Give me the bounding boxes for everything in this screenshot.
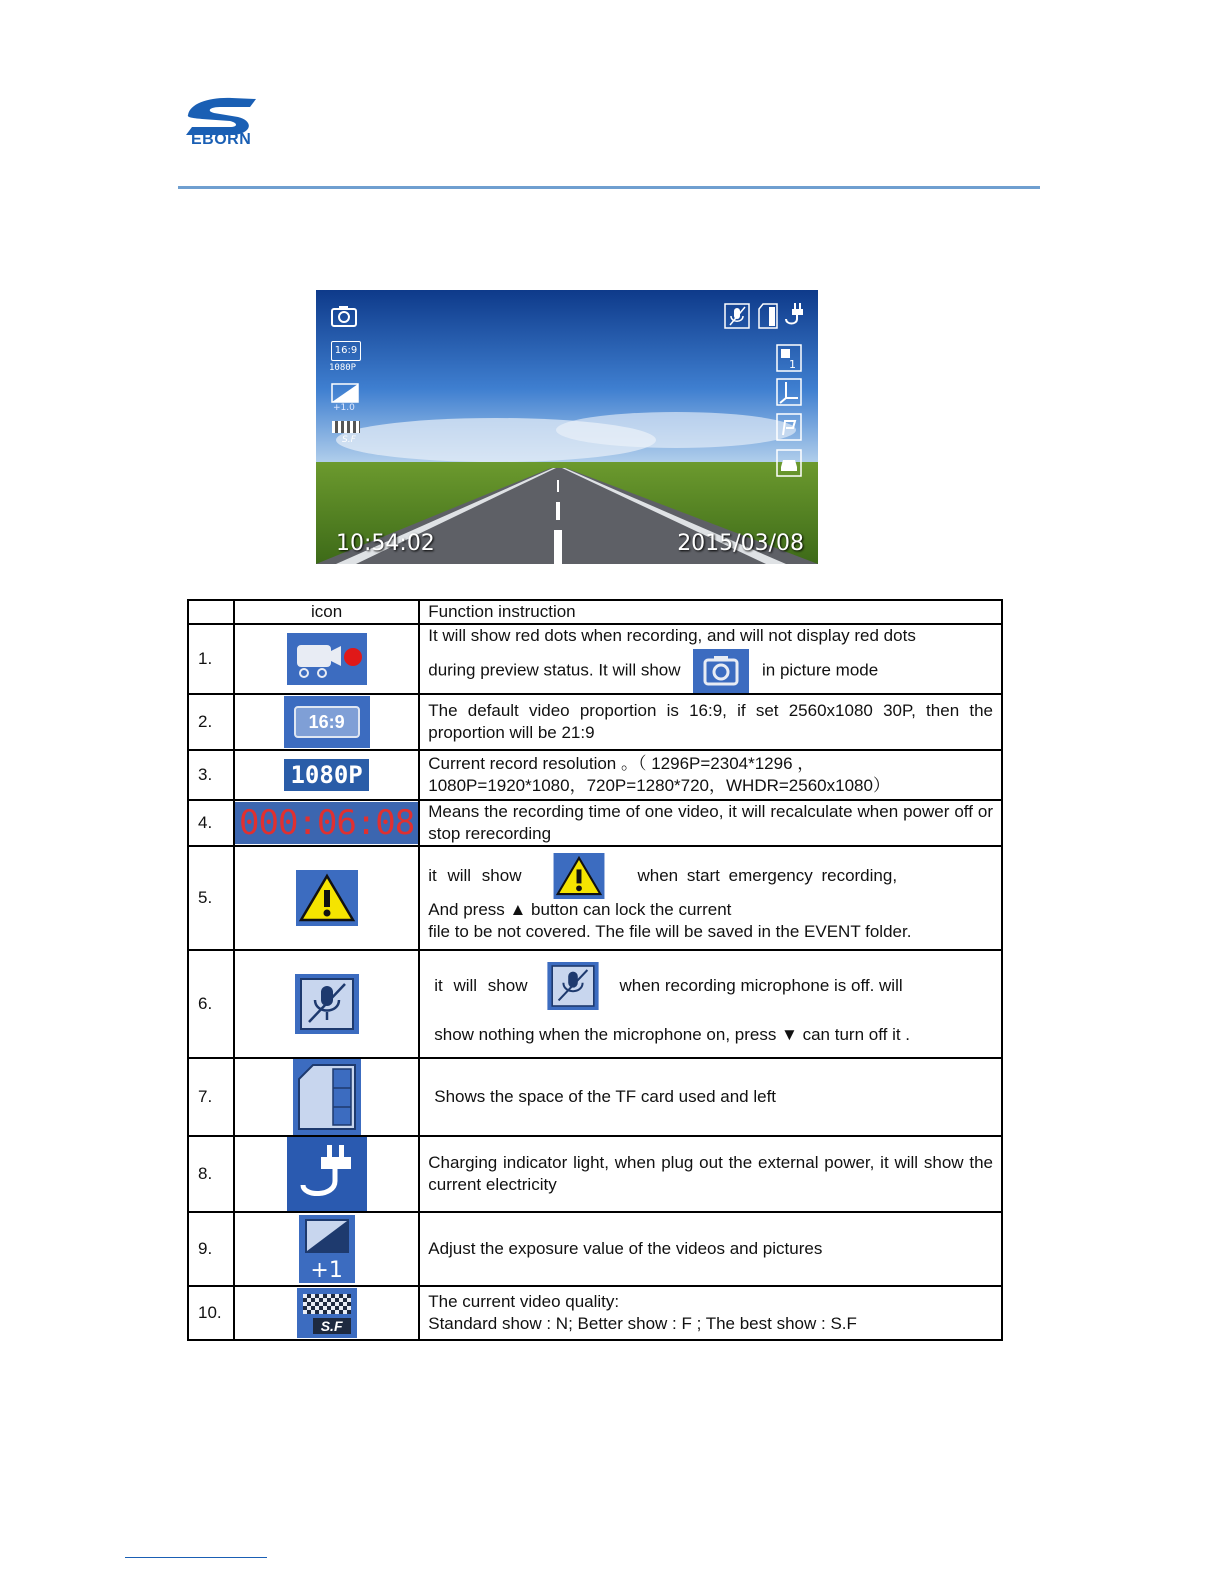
row-description: [419, 950, 1002, 1058]
loop-recording-osd-icon: [776, 344, 802, 372]
row-description: [419, 1058, 1002, 1136]
warning-inline-icon: [553, 853, 605, 899]
row6-text-b: when recording microphone is off. will: [619, 976, 903, 995]
quality-osd: S.F: [342, 435, 356, 445]
row7-text: Shows the space of the TF card used and left: [434, 1087, 777, 1106]
video-camera-red-dot-icon: [287, 633, 367, 685]
row-number: 7.: [188, 1058, 234, 1136]
row-number: 5.: [188, 846, 234, 950]
exposure-osd-icon: [331, 383, 359, 403]
row9-text: Adjust the exposure value of the videos and pictures: [428, 1239, 823, 1258]
row-number: 8.: [188, 1136, 234, 1212]
row-icon-cell: [234, 950, 419, 1058]
row-icon-cell: [234, 1286, 419, 1340]
header-cell-function: Function instruction: [419, 600, 1002, 624]
row6-text-c: show nothing when the microphone on, press ▼ can turn off it .: [434, 1025, 911, 1044]
microphone-off-osd-icon: [724, 303, 750, 329]
recording-timer: 000:06:08: [235, 802, 418, 844]
row-number: 6.: [188, 950, 234, 1058]
header-cell-number: [188, 600, 234, 624]
row-description: [419, 694, 1002, 750]
table-row: [188, 846, 1002, 950]
table-row: [188, 624, 1002, 694]
warning-icon: [296, 870, 358, 926]
tf-card-icon: [293, 1059, 361, 1135]
row10-text-a: The current video quality:: [428, 1292, 620, 1311]
table-row: [188, 800, 1002, 846]
row-description: [419, 1212, 1002, 1286]
resolution-osd: 1080P: [329, 363, 357, 373]
row10-text-b: Standard show : N; Better show : F ; The best show : S.F: [428, 1314, 857, 1333]
row1-text-c: in picture mode: [761, 660, 879, 680]
power-plug-icon: [287, 1137, 367, 1211]
svg-text:1: 1: [789, 358, 796, 371]
clock-date: 2015/03/08: [677, 531, 804, 556]
tf-card-osd-icon: [758, 303, 778, 329]
aspect-ratio-label: 16:9: [294, 706, 360, 738]
row8-text: Charging indicator light, when plug out the external power, it will show the current electricity: [428, 1153, 993, 1194]
row-description: [419, 624, 1002, 694]
quality-label: S.F: [313, 1318, 351, 1334]
exposure-graphic: [305, 1219, 349, 1253]
table-row: [188, 750, 1002, 800]
row3-text-a: Current record resolution 。（ 1296P=2304*1296 ，: [428, 754, 815, 773]
row-icon-cell: [234, 1136, 419, 1212]
row-number: 9.: [188, 1212, 234, 1286]
row1-text-b: during preview status. It will show: [428, 660, 681, 680]
row5-text-a: it will show: [428, 866, 522, 885]
microphone-off-inline-icon: [545, 962, 601, 1010]
row6-text-a: it will show: [434, 976, 528, 995]
row5-text-c: And press ▲ button can lock the current: [428, 900, 732, 919]
row-description: [419, 1286, 1002, 1340]
dashcam-screen: [316, 290, 818, 564]
resolution-icon: 1080P: [284, 759, 368, 791]
header-rule: [178, 186, 1040, 189]
row-number: 1.: [188, 624, 234, 694]
row2-text: The default video proportion is 16:9, if set 2560x1080 30P, then the proportion will be 21:9: [428, 701, 993, 742]
row5-text-b: when start emergency recording,: [637, 866, 898, 885]
row-icon-cell: [234, 750, 419, 800]
row-description: [419, 800, 1002, 846]
quality-osd-icon: [332, 421, 360, 433]
row1-text-a: It will show red dots when recording, and will not display red dots: [428, 626, 916, 645]
header-cell-icon: icon: [234, 600, 419, 624]
table-row: [188, 1212, 1002, 1286]
video-quality-icon: [297, 1288, 357, 1338]
table-row: [188, 1286, 1002, 1340]
gsensor-osd-icon: [776, 378, 802, 406]
table-row: [188, 1058, 1002, 1136]
aspect-ratio-osd: 16:9: [331, 341, 361, 361]
aspect-ratio-icon: [284, 696, 370, 748]
row-description: [419, 846, 1002, 950]
row3-text-b: 1080P=1920*1080，720P=1280*720，WHDR=2560x1080）: [428, 776, 890, 795]
power-osd-icon: [782, 301, 806, 329]
row-number: 2.: [188, 694, 234, 750]
table-header-row: [188, 600, 1002, 624]
exposure-label: +1: [310, 1258, 343, 1283]
road-scene: [316, 290, 818, 564]
row-number: 10.: [188, 1286, 234, 1340]
clock-time: 10:54:02: [336, 531, 435, 556]
icon-function-table: [187, 599, 1003, 1341]
car-mode-osd-icon: [776, 449, 802, 477]
camera-mode-icon: [331, 305, 357, 327]
row-number: 4.: [188, 800, 234, 846]
row-icon-cell: [234, 800, 419, 846]
microphone-off-icon: [295, 974, 359, 1034]
exposure-icon: [299, 1215, 355, 1283]
exposure-osd: +1.0: [333, 403, 355, 413]
table-row: [188, 950, 1002, 1058]
footer-rule: [125, 1557, 267, 1558]
table-row: [188, 694, 1002, 750]
row4-text: Means the recording time of one video, it will recalculate when power off or stop rerecording: [428, 802, 993, 843]
row-description: [419, 750, 1002, 800]
checker-graphic: [303, 1294, 351, 1314]
row-icon-cell: [234, 1058, 419, 1136]
row-description: [419, 1136, 1002, 1212]
camera-icon: [693, 649, 749, 693]
table-row: [188, 1136, 1002, 1212]
row-icon-cell: [234, 694, 419, 750]
brand-name: EBORN: [191, 131, 252, 148]
row-icon-cell: [234, 846, 419, 950]
parking-osd-icon: [776, 413, 802, 441]
row5-text-d: file to be not covered. The file will be saved in the EVENT folder.: [428, 922, 912, 941]
row-number: 3.: [188, 750, 234, 800]
row-icon-cell: [234, 1212, 419, 1286]
row-icon-cell: [234, 624, 419, 694]
